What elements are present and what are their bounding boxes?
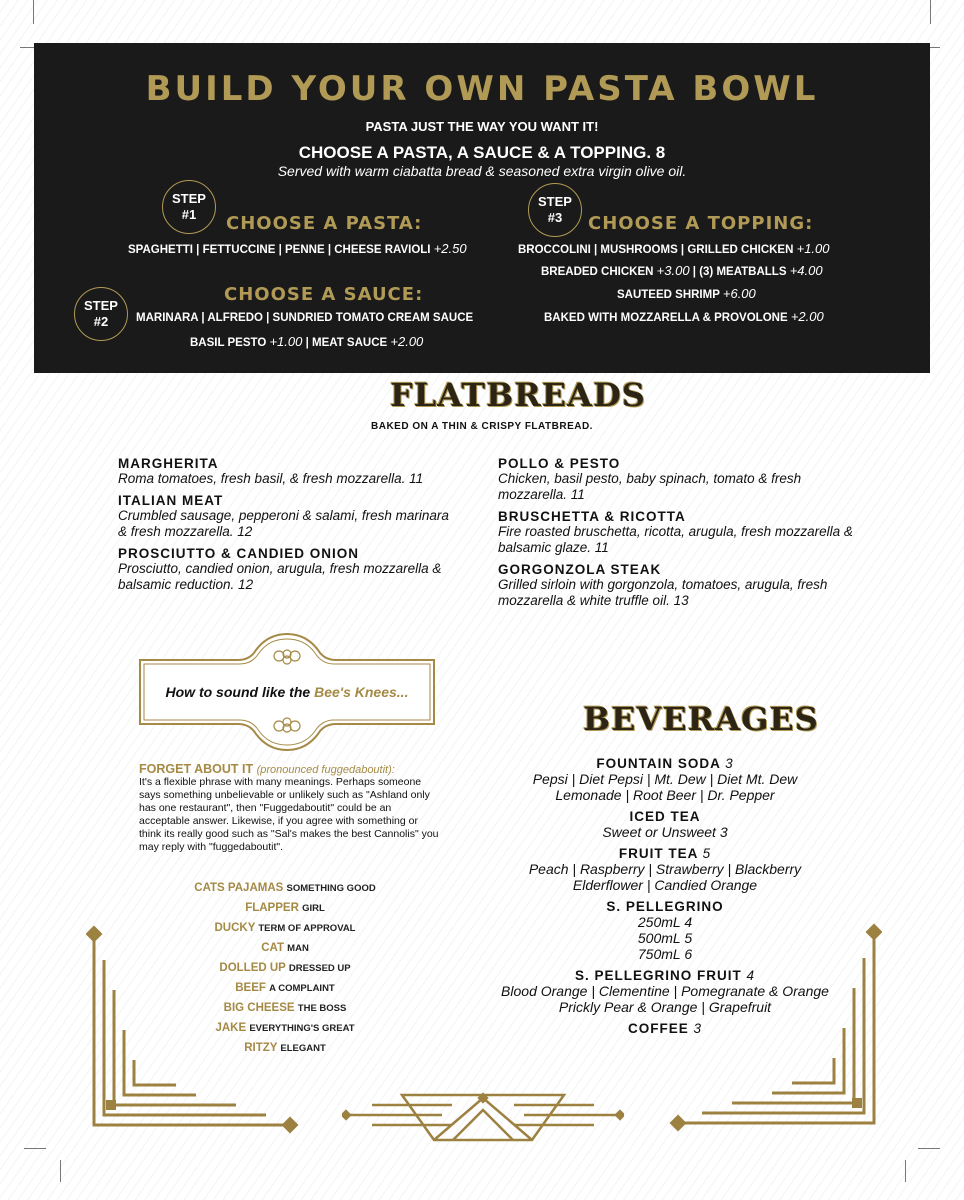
beverage-detail: Elderflower | Candied Orange (572, 877, 758, 893)
menu-item (118, 493, 458, 540)
slang-term: FLAPPER (245, 902, 299, 914)
shrimp-price: +6.00 (722, 286, 756, 301)
slang-meaning: EVERYTHING'S GREAT (249, 1023, 355, 1034)
crop-mark (930, 0, 931, 24)
choose-topping-heading: CHOOSE A TOPPING: (588, 213, 814, 234)
sauce-basil-pesto-price: +1.00 (269, 334, 303, 349)
item-description: Roma tomatoes, fresh basil, & fresh mozzarella. 11 (118, 471, 424, 486)
choose-pasta-heading: CHOOSE A PASTA: (226, 213, 423, 234)
step-2-badge (74, 287, 128, 341)
topping-meatballs: (3) MEATBALLS (699, 266, 787, 278)
slang-meaning: TERM OF APPROVAL (258, 923, 356, 934)
bees-knees-banner-text (138, 684, 436, 700)
beverage-name (480, 899, 850, 914)
baked-cheese-price: +2.00 (790, 309, 824, 324)
forget-about-it-heading (139, 762, 439, 776)
beverage-price: 4 (746, 968, 756, 983)
topping-line4 (544, 309, 824, 324)
step-number: #3 (547, 210, 563, 225)
pasta-options (128, 241, 467, 256)
sauce-options-line2 (190, 334, 423, 349)
breaded-chicken-price: +3.00 (656, 263, 690, 278)
slang-row (140, 882, 430, 894)
item-name: GORGONZOLA STEAK (498, 562, 662, 577)
beverage-price: 5 (702, 846, 712, 861)
step-number: #2 (93, 314, 109, 329)
beverage-item (480, 756, 850, 803)
slang-term: FORGET ABOUT IT (139, 762, 254, 776)
item-description: Fire roasted bruschetta, ricotta, arugula, fresh mozzarella & balsamic glaze. 11 (498, 524, 853, 555)
meatballs-price: +4.00 (789, 263, 823, 278)
topping-list: BROCCOLINI | MUSHROOMS | GRILLED CHICKEN (518, 244, 794, 256)
menu-item (498, 456, 853, 503)
slang-term: BIG CHEESE (223, 1002, 295, 1014)
grilled-chicken-price: +1.00 (796, 241, 830, 256)
item-name: MARGHERITA (118, 456, 219, 471)
beverage-title: COFFEE (627, 1021, 689, 1036)
beverage-title: ICED TEA (629, 809, 701, 824)
forget-about-it-block (139, 762, 439, 854)
sauce-meat-sauce: MEAT SAUCE (312, 337, 388, 349)
beverage-title: FRUIT TEA (618, 846, 698, 861)
menu-item (118, 546, 458, 593)
sauce-meat-sauce-price: +2.00 (390, 334, 424, 349)
slang-term: CATS PAJAMAS (194, 882, 284, 894)
item-description: Prosciutto, candied onion, arugula, fresh mozzarella & balsamic reduction. 12 (118, 561, 442, 592)
flatbreads-right-column (498, 450, 853, 609)
topping-line1 (518, 241, 830, 256)
crop-mark (905, 1160, 906, 1182)
beverage-name (480, 756, 850, 771)
pasta-tagline: PASTA JUST THE WAY YOU WANT IT! (365, 119, 599, 134)
crop-mark (24, 1148, 46, 1149)
separator: | (305, 337, 309, 349)
beverage-name (480, 809, 850, 824)
beverage-item (480, 846, 850, 893)
beverage-detail: 750mL 6 (637, 946, 693, 962)
ravioli-upcharge: +2.50 (433, 241, 467, 256)
sauce-options-line1: MARINARA | ALFREDO | SUNDRIED TOMATO CREAM SAUCE (136, 312, 474, 324)
sauce-basil-pesto: BASIL PESTO (190, 337, 267, 349)
deco-corner-right-ornament (662, 918, 882, 1133)
beverage-detail: Lemonade | Root Beer | Dr. Pepper (555, 787, 775, 803)
beverage-detail: 500mL 5 (637, 930, 693, 946)
topping-baked-cheese: BAKED WITH MOZZARELLA & PROVOLONE (544, 312, 788, 324)
item-name: ITALIAN MEAT (118, 493, 224, 508)
banner-highlight: Bee's Knees... (314, 684, 409, 700)
deco-corner-left-ornament (86, 920, 306, 1135)
step-1-badge (162, 180, 216, 234)
slang-meaning: SOMETHING GOOD (286, 883, 376, 894)
step-label: STEP (172, 191, 206, 206)
slang-meaning: ELEGANT (280, 1043, 326, 1054)
deco-center-fan-ornament (342, 1090, 624, 1150)
crop-mark (33, 0, 34, 24)
slang-term: RITZY (244, 1042, 278, 1054)
beverage-title: S. PELLEGRINO (606, 899, 724, 914)
banner-prefix: How to sound like the (165, 684, 315, 700)
choose-sauce-heading: CHOOSE A SAUCE: (224, 284, 424, 305)
beverage-price: 3 (725, 756, 734, 771)
item-name: POLLO & PESTO (498, 456, 621, 471)
step-label: STEP (84, 298, 118, 313)
beverage-detail: Peach | Raspberry | Strawberry | Blackberry (528, 861, 802, 877)
beverage-detail: 250mL 4 (637, 914, 693, 930)
slang-row (140, 902, 430, 914)
slang-meaning: MAN (287, 943, 309, 954)
beverage-detail: Sweet or Unsweet 3 (602, 824, 728, 840)
forget-about-it-body: It's a flexible phrase with many meanings. Perhaps someone says something unbelievable or unlikely such as "Ashland only has one restaurant", then "Fuggedaboutit" could be an acceptable answer. Likewise, if you agree with something or think its really good such as "Sal's makes the best Cannolis" you may reply with "fuggedaboutit". (139, 776, 439, 853)
menu-item (498, 562, 853, 609)
menu-item (498, 509, 853, 556)
beverage-item (480, 809, 850, 840)
pasta-served-with: Served with warm ciabatta bread & seasoned extra virgin olive oil. (277, 163, 687, 179)
step-label: STEP (538, 194, 572, 209)
item-name: BRUSCHETTA & RICOTTA (498, 509, 686, 524)
topping-shrimp: SAUTEED SHRIMP (617, 289, 720, 301)
topping-breaded-chicken: BREADED CHICKEN (541, 266, 654, 278)
slang-meaning: GIRL (302, 903, 325, 914)
item-description: Crumbled sausage, pepperoni & salami, fresh marinara & fresh mozzarella. 12 (118, 508, 449, 539)
beverage-detail: Blood Orange | Clementine | Pomegranate & Orange (501, 983, 829, 999)
beverages-title: BEVERAGES (583, 700, 819, 738)
step-3-badge (528, 183, 582, 237)
slang-meaning: DRESSED UP (288, 963, 351, 974)
slang-meaning: A COMPLAINT (269, 983, 335, 994)
menu-item (118, 456, 458, 487)
beverage-detail: Pepsi | Diet Pepsi | Mt. Dew | Diet Mt. Dew (532, 771, 798, 787)
beverage-detail: Prickly Pear & Orange | Grapefruit (558, 999, 772, 1015)
pronunciation: (pronounced fuggedaboutit): (256, 764, 395, 776)
pasta-instruction: CHOOSE A PASTA, A SAUCE & A TOPPING. 8 (298, 143, 666, 162)
slang-term: JAKE (215, 1022, 247, 1034)
pasta-option-list: SPAGHETTI | FETTUCCINE | PENNE | CHEESE RAVIOLI (128, 244, 431, 256)
item-description: Chicken, basil pesto, baby spinach, tomato & fresh mozzarella. 11 (498, 471, 802, 502)
item-description: Grilled sirloin with gorgonzola, tomatoes, arugula, fresh mozzarella & white truffle oil. 13 (498, 577, 828, 608)
slang-meaning: THE BOSS (297, 1003, 347, 1014)
slang-term: DUCKY (214, 922, 256, 934)
step-number: #1 (181, 207, 197, 222)
beverage-price: 3 (693, 1021, 703, 1036)
flatbreads-title: FLATBREADS (390, 376, 646, 414)
slang-term: BEEF (235, 982, 266, 994)
pasta-bowl-panel (34, 43, 930, 373)
crop-mark (918, 1148, 940, 1149)
beverage-title: FOUNTAIN SODA (596, 756, 721, 771)
topping-line2 (541, 263, 823, 278)
flatbreads-left-column (118, 450, 458, 593)
topping-line3 (617, 286, 756, 301)
beverage-name (480, 846, 850, 861)
pasta-bowl-title: BUILD YOUR OWN PASTA BOWL (145, 69, 819, 109)
slang-term: DOLLED UP (219, 962, 286, 974)
item-name: PROSCIUTTO & CANDIED ONION (118, 546, 360, 561)
separator: | (692, 266, 696, 278)
flatbreads-subtitle: BAKED ON A THIN & CRISPY FLATBREAD. (371, 421, 593, 432)
slang-term: CAT (261, 942, 284, 954)
crop-mark (60, 1160, 61, 1182)
beverage-title: S. PELLEGRINO FRUIT (574, 968, 742, 983)
